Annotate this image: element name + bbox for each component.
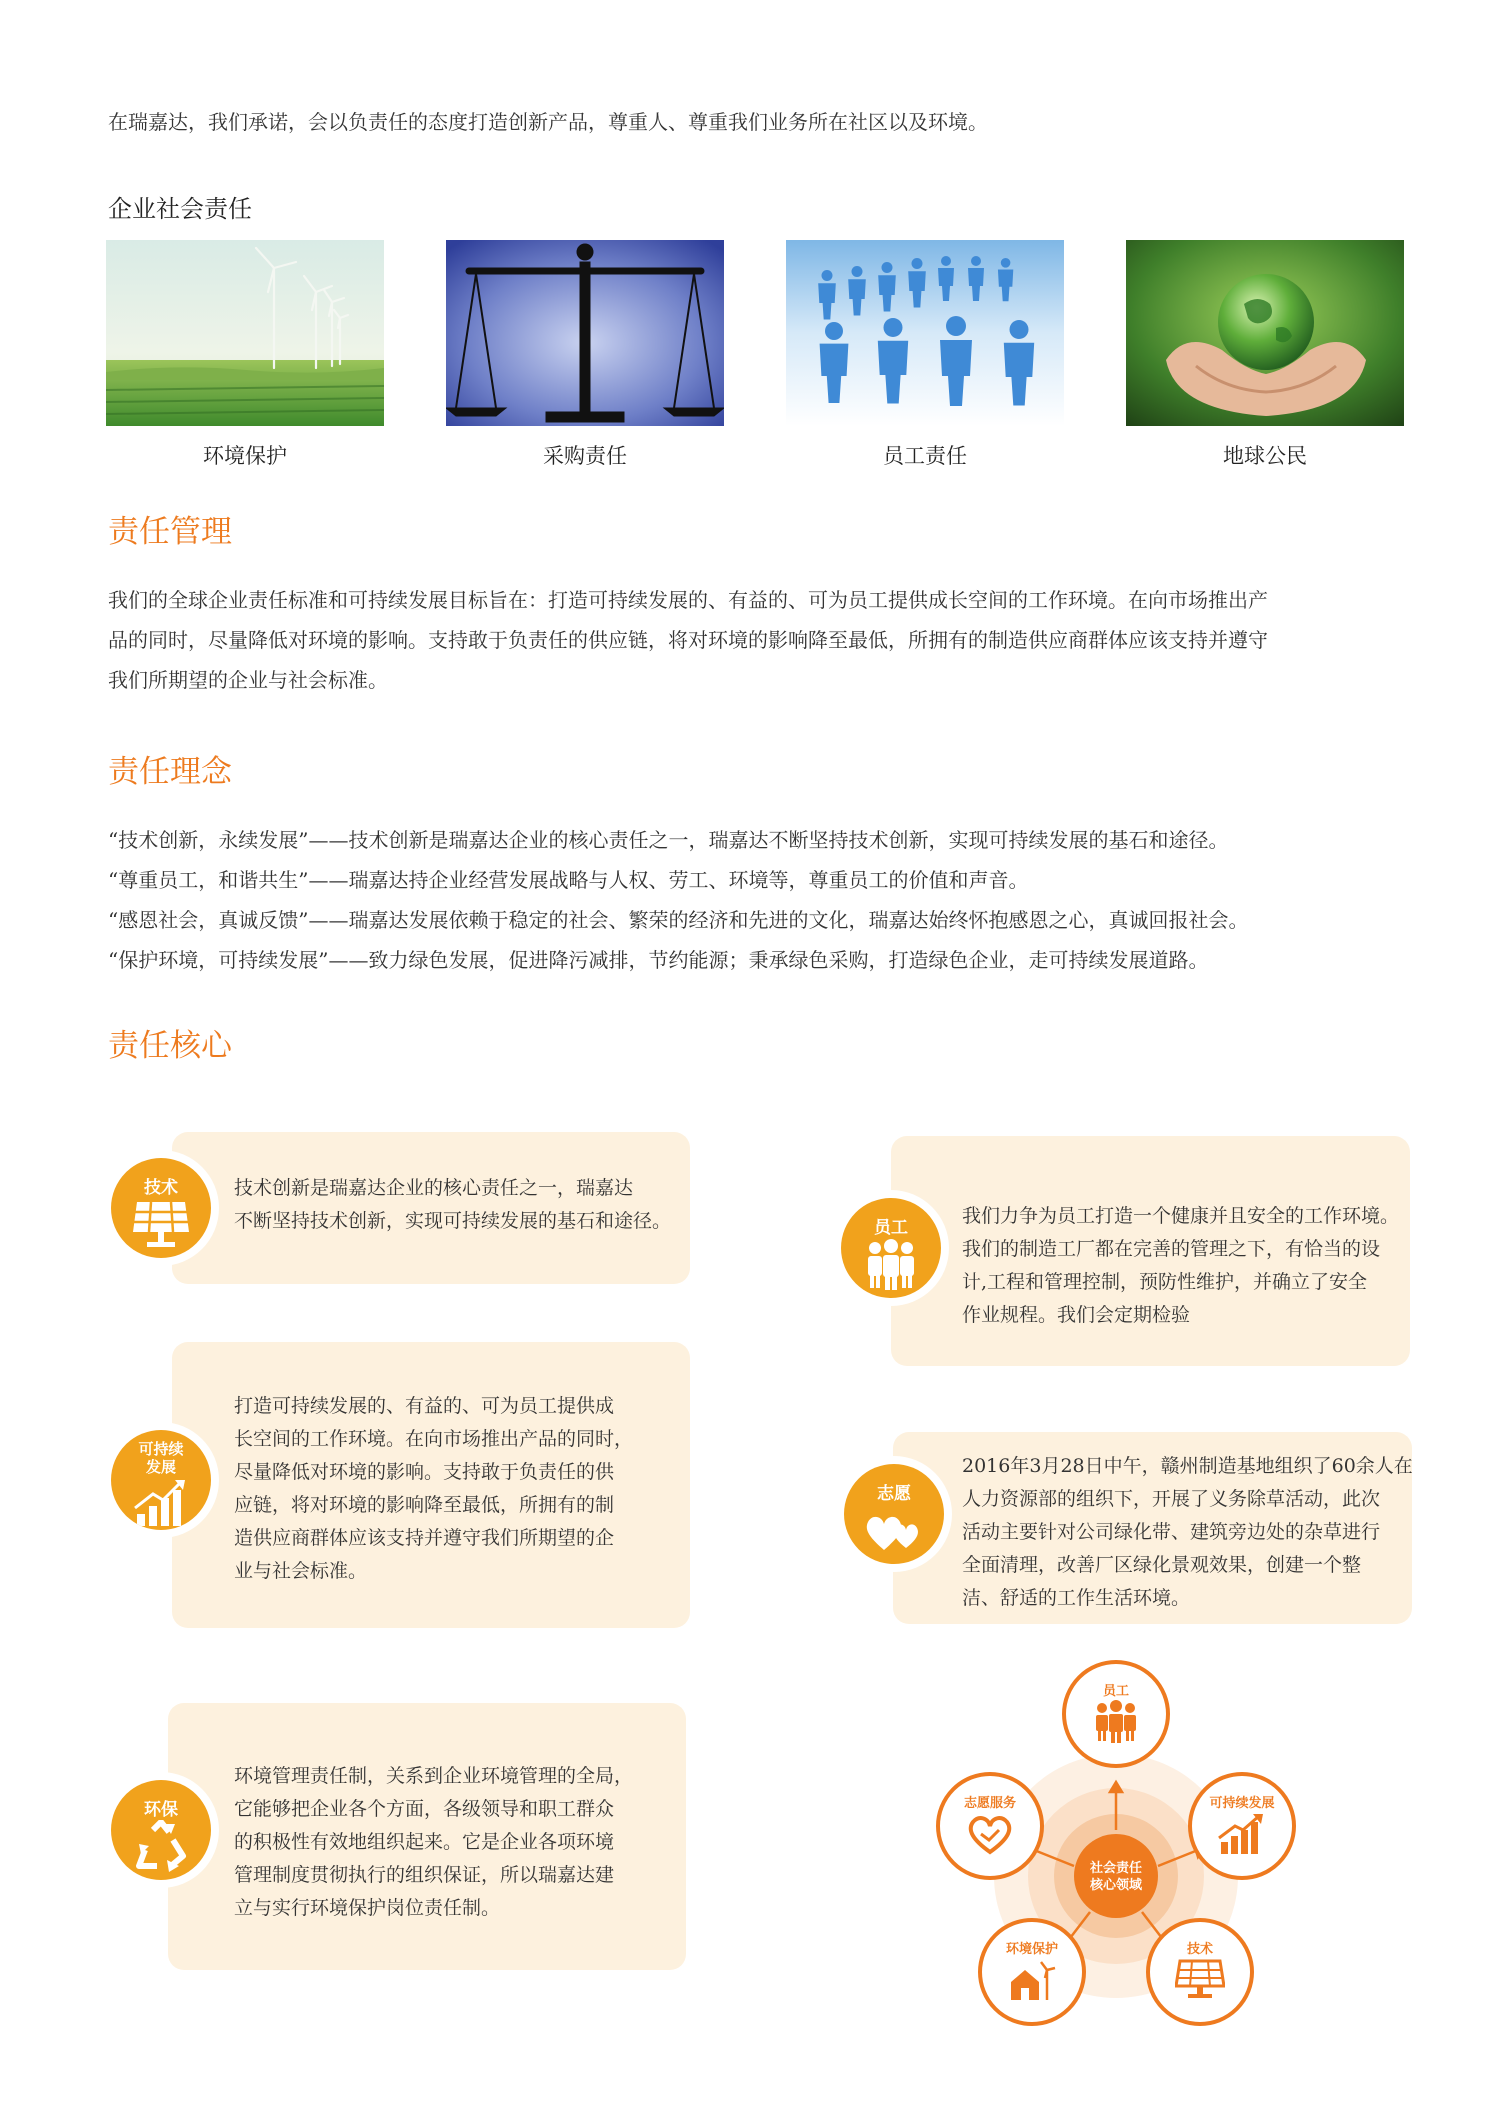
management-title: 责任管理	[108, 514, 232, 550]
card-line: 作业规程。我们会定期检验	[962, 1304, 1191, 1326]
people-icon	[861, 1238, 921, 1290]
people-icon	[1091, 1700, 1141, 1744]
card-line: 打造可持续发展的、有益的、可为员工提供成	[234, 1395, 615, 1417]
staff-card-text	[962, 1200, 1399, 1332]
card-line: 应链，将对环境的影响降至最低，所拥有的制	[234, 1494, 615, 1516]
staff-badge-label: 员工	[874, 1218, 908, 1238]
diagram-node-sustainability	[1188, 1772, 1296, 1880]
house-wind-icon	[1007, 1958, 1057, 2002]
motto-line: “保护环境，可持续发展”——致力绿色发展，促进降污减排，节约能源；秉承绿色采购，打造绿色企业，走可持续发展道路。	[108, 948, 1209, 972]
motto-line: “感恩社会，真诚反馈”——瑞嘉达发展依赖于稳定的社会、繁荣的经济和先进的文化，瑞嘉达始终怀抱感恩之心，真诚回报社会。	[108, 908, 1249, 932]
card-line: 环境管理责任制，关系到企业环境管理的全局，	[234, 1765, 634, 1787]
caption-employees: 员工责任	[883, 444, 967, 468]
diagram-node-volunteer	[936, 1772, 1044, 1880]
card-line: 尽量降低对环境的影响。支持敢于负责任的供	[234, 1461, 615, 1483]
heart-hands-icon	[965, 1812, 1015, 1856]
management-text	[108, 580, 1408, 700]
volunteer-card-text	[962, 1450, 1413, 1615]
sustainability-card-text	[234, 1390, 633, 1588]
node-label: 技术	[1186, 1942, 1213, 1957]
tech-badge-label: 技术	[144, 1178, 178, 1198]
card-line: 长空间的工作环境。在向市场推出产品的同时，	[234, 1428, 634, 1450]
card-line: 计,工程和管理控制，预防性维护，并确立了安全	[962, 1271, 1368, 1293]
card-line: 我们的制造工厂都在完善的管理之下，有恰当的设	[962, 1238, 1381, 1260]
volunteer-badge-label: 志愿	[877, 1484, 911, 1504]
card-line: 我们力争为员工打造一个健康并且安全的工作环境。	[962, 1205, 1400, 1227]
tech-badge	[103, 1150, 219, 1266]
csr-heading: 企业社会责任	[108, 195, 252, 223]
card-line: 人力资源部的组织下，开展了义务除草活动，此次	[962, 1488, 1381, 1510]
growth-chart-icon	[131, 1478, 191, 1530]
volunteer-badge	[836, 1456, 952, 1572]
sustainability-badge-label	[111, 1440, 211, 1476]
card-line: 造供应商群体应该支持并遵守我们所期望的企	[234, 1527, 615, 1549]
node-label: 员工	[1102, 1684, 1129, 1699]
recycle-icon	[131, 1820, 191, 1872]
card-line: 活动主要针对公司绿化带、建筑旁边处的杂草进行	[962, 1521, 1381, 1543]
diagram-node-tech	[1146, 1918, 1254, 2026]
philosophy-title: 责任理念	[108, 754, 232, 790]
management-line: 品的同时，尽量降低对环境的影响。支持敢于负责任的供应链，将对环境的影响降至最低，所拥有的制造供应商群体应该支持并遵守	[108, 628, 1268, 652]
eco-badge-label: 环保	[144, 1800, 178, 1820]
wind-turbines-photo	[106, 240, 384, 426]
card-line: 业与社会标准。	[234, 1560, 368, 1582]
hearts-icon	[864, 1504, 924, 1556]
motto-line: “尊重员工，和谐共生”——瑞嘉达持企业经营发展战略与人权、劳工、环境等，尊重员工的价值和声音。	[108, 868, 1029, 892]
node-label: 环境保护	[1005, 1942, 1058, 1957]
caption-global-citizen: 地球公民	[1223, 444, 1307, 468]
core-domain-diagram	[936, 1660, 1296, 2020]
center-line: 社会责任	[1089, 1861, 1142, 1876]
card-line: 2016年3月28日中午，赣州制造基地组织了60余人在	[962, 1455, 1413, 1477]
diagram-node-staff	[1062, 1660, 1170, 1768]
globe-hands-photo	[1126, 240, 1404, 426]
intro-text: 在瑞嘉达，我们承诺，会以负责任的态度打造创新产品，尊重人、尊重我们业务所在社区以及环境。	[108, 110, 988, 134]
card-line: 技术创新是瑞嘉达企业的核心责任之一，瑞嘉达	[234, 1177, 634, 1199]
card-line: 的积极性有效地组织起来。它是企业各项环境	[234, 1831, 615, 1853]
badge-line: 可持续	[138, 1440, 184, 1458]
philosophy-list	[108, 820, 1248, 980]
solar-panel-icon	[131, 1198, 191, 1250]
caption-procurement: 采购责任	[543, 444, 627, 468]
card-line: 它能够把企业各个方面，各级领导和职工群众	[234, 1798, 615, 1820]
tech-card-text	[234, 1172, 671, 1238]
card-line: 不断坚持技术创新，实现可持续发展的基石和途径。	[234, 1210, 672, 1232]
diagram-node-environment	[978, 1918, 1086, 2026]
node-label: 可持续发展	[1209, 1796, 1275, 1811]
core-title: 责任核心	[108, 1028, 232, 1064]
eco-card-text	[234, 1760, 633, 1925]
solar-panel-icon	[1175, 1958, 1225, 2002]
staff-badge	[833, 1190, 949, 1306]
paper-people-photo	[786, 240, 1064, 426]
card-line: 全面清理，改善厂区绿化景观效果，创建一个整	[962, 1554, 1362, 1576]
management-line: 我们的全球企业责任标准和可持续发展目标旨在：打造可持续发展的、有益的、可为员工提供成长空间的工作环境。在向市场推出产	[108, 588, 1268, 612]
balance-scale-photo	[446, 240, 724, 426]
management-line: 我们所期望的企业与社会标准。	[108, 668, 388, 692]
eco-badge	[103, 1772, 219, 1888]
motto-line: “技术创新，永续发展”——技术创新是瑞嘉达企业的核心责任之一，瑞嘉达不断坚持技术创新，实现可持续发展的基石和途径。	[108, 828, 1229, 852]
center-line: 核心领域	[1089, 1878, 1142, 1893]
sustainability-badge	[103, 1422, 219, 1538]
growth-chart-icon	[1217, 1812, 1267, 1856]
card-line: 洁、舒适的工作生活环境。	[962, 1587, 1191, 1609]
caption-environment: 环境保护	[203, 444, 287, 468]
card-line: 立与实行环境保护岗位责任制。	[234, 1897, 501, 1919]
card-line: 管理制度贯彻执行的组织保证，所以瑞嘉达建	[234, 1864, 615, 1886]
diagram-center-label	[1074, 1860, 1158, 1894]
node-label: 志愿服务	[963, 1796, 1016, 1811]
badge-line: 发展	[145, 1458, 176, 1476]
